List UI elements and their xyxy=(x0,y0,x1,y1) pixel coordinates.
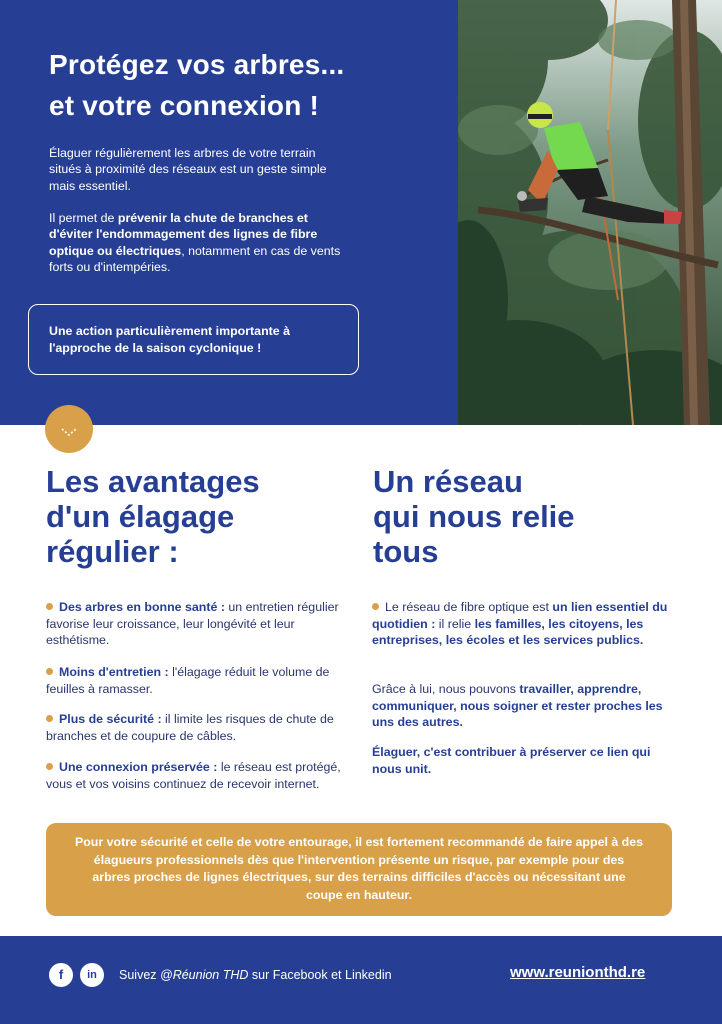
safety-notice-text: Pour votre sécurité et celle de votre entourage, il est fortement recommandé de faire appel à des élagueurs professionnels dès que l'intervention présente un risque, par exemple pour des arbres proches de lignes électriques, sur des terrains difficiles d'accès ou nécessitant une coupe en hauteur. xyxy=(74,835,644,902)
hero-paragraph-1: Élaguer régulièrement les arbres de votre terrain situés à proximité des réseaux est un geste simple mais essentiel. xyxy=(49,146,327,193)
follow-text-a: Suivez xyxy=(119,968,160,982)
bullet-dot-icon xyxy=(372,603,379,610)
advantages-title xyxy=(46,464,260,569)
network-p1-bold-d: les familles, les citoyens, les entreprises, les écoles et les services publics. xyxy=(372,616,644,648)
list-item-bold: Des arbres en bonne santé : xyxy=(59,600,225,614)
list-item xyxy=(46,664,346,697)
list-item-text: l'élagage réduit le volume de feuilles à ramasser. xyxy=(46,665,330,696)
network-p2-bold: travailler, apprendre, communiquer, nous soigner et rester proches les uns des autres. xyxy=(372,682,663,730)
list-item-text: le réseau est protégé, vous et vos voisins continuez de recevoir internet. xyxy=(46,760,341,791)
hero-p2-bold: prévenir la chute de branches et d'éviter l'endommagement des lignes de fibre optique ou électriques xyxy=(49,211,318,258)
facebook-icon[interactable]: f xyxy=(49,963,73,987)
list-item-text: il limite les risques de chute de branches et de coupure de câbles. xyxy=(46,712,334,743)
bullet-dot-icon xyxy=(46,763,53,770)
scroll-badge xyxy=(45,405,93,453)
hero-title-line1: Protégez vos arbres... xyxy=(49,49,345,80)
linkedin-icon[interactable]: in xyxy=(80,963,104,987)
network-title xyxy=(373,464,575,569)
follow-handle: @Réunion THD xyxy=(160,968,249,982)
website-link[interactable]: www.reunionthd.re xyxy=(510,964,646,981)
follow-text-b: sur Facebook et Linkedin xyxy=(248,968,392,982)
hero-section xyxy=(0,0,722,425)
network-title-line2: qui nous relie xyxy=(373,499,575,534)
list-item xyxy=(46,759,346,792)
safety-notice xyxy=(46,823,672,916)
follow-text xyxy=(119,967,392,983)
network-p1-text-c: il relie xyxy=(435,616,475,631)
chevron-down-icon xyxy=(45,405,93,453)
hero-title xyxy=(49,44,344,126)
network-paragraph-2 xyxy=(372,681,682,731)
advantages-title-line1: Les avantages xyxy=(46,464,260,499)
network-title-line3: tous xyxy=(373,534,439,569)
advantages-title-line3: régulier : xyxy=(46,534,179,569)
list-item-text: un entretien régulier favorise leur croissance, leur longévité et leur esthétisme. xyxy=(46,600,339,648)
network-paragraph-1 xyxy=(372,599,682,649)
network-paragraph-3 xyxy=(372,744,682,777)
list-item xyxy=(46,599,346,649)
hero-title-line2: et votre connexion ! xyxy=(49,90,320,121)
callout-text: Une action particulièrement importante à l'approche de la saison cyclonique ! xyxy=(49,324,290,355)
network-p1-bold-b: un lien essentiel du quotidien : xyxy=(372,600,668,631)
list-item-bold: Une connexion préservée : xyxy=(59,760,218,774)
network-p3-bold: Élaguer, c'est contribuer à préserver ce lien qui nous unit. xyxy=(372,745,651,776)
bullet-dot-icon xyxy=(46,603,53,610)
arborist-photo xyxy=(458,0,722,425)
network-p1-text-a: Le réseau de fibre optique est xyxy=(385,600,553,614)
hero-p2-text-c: , notamment en cas de vents forts ou d'intempéries. xyxy=(49,243,341,274)
cyclone-callout xyxy=(28,304,359,375)
bullet-dot-icon xyxy=(46,715,53,722)
footer xyxy=(0,936,722,1024)
list-item-bold: Plus de sécurité : xyxy=(59,712,162,726)
list-item xyxy=(46,711,346,744)
bullet-dot-icon xyxy=(46,668,53,675)
hero-p2-text-a: Il permet de xyxy=(49,211,118,225)
network-title-line1: Un réseau xyxy=(373,464,523,499)
network-p2-text-a: Grâce à lui, nous pouvons xyxy=(372,682,520,696)
hero-paragraph-2 xyxy=(49,210,349,275)
list-item-bold: Moins d'entretien : xyxy=(59,665,169,679)
advantages-title-line2: d'un élagage xyxy=(46,499,235,534)
